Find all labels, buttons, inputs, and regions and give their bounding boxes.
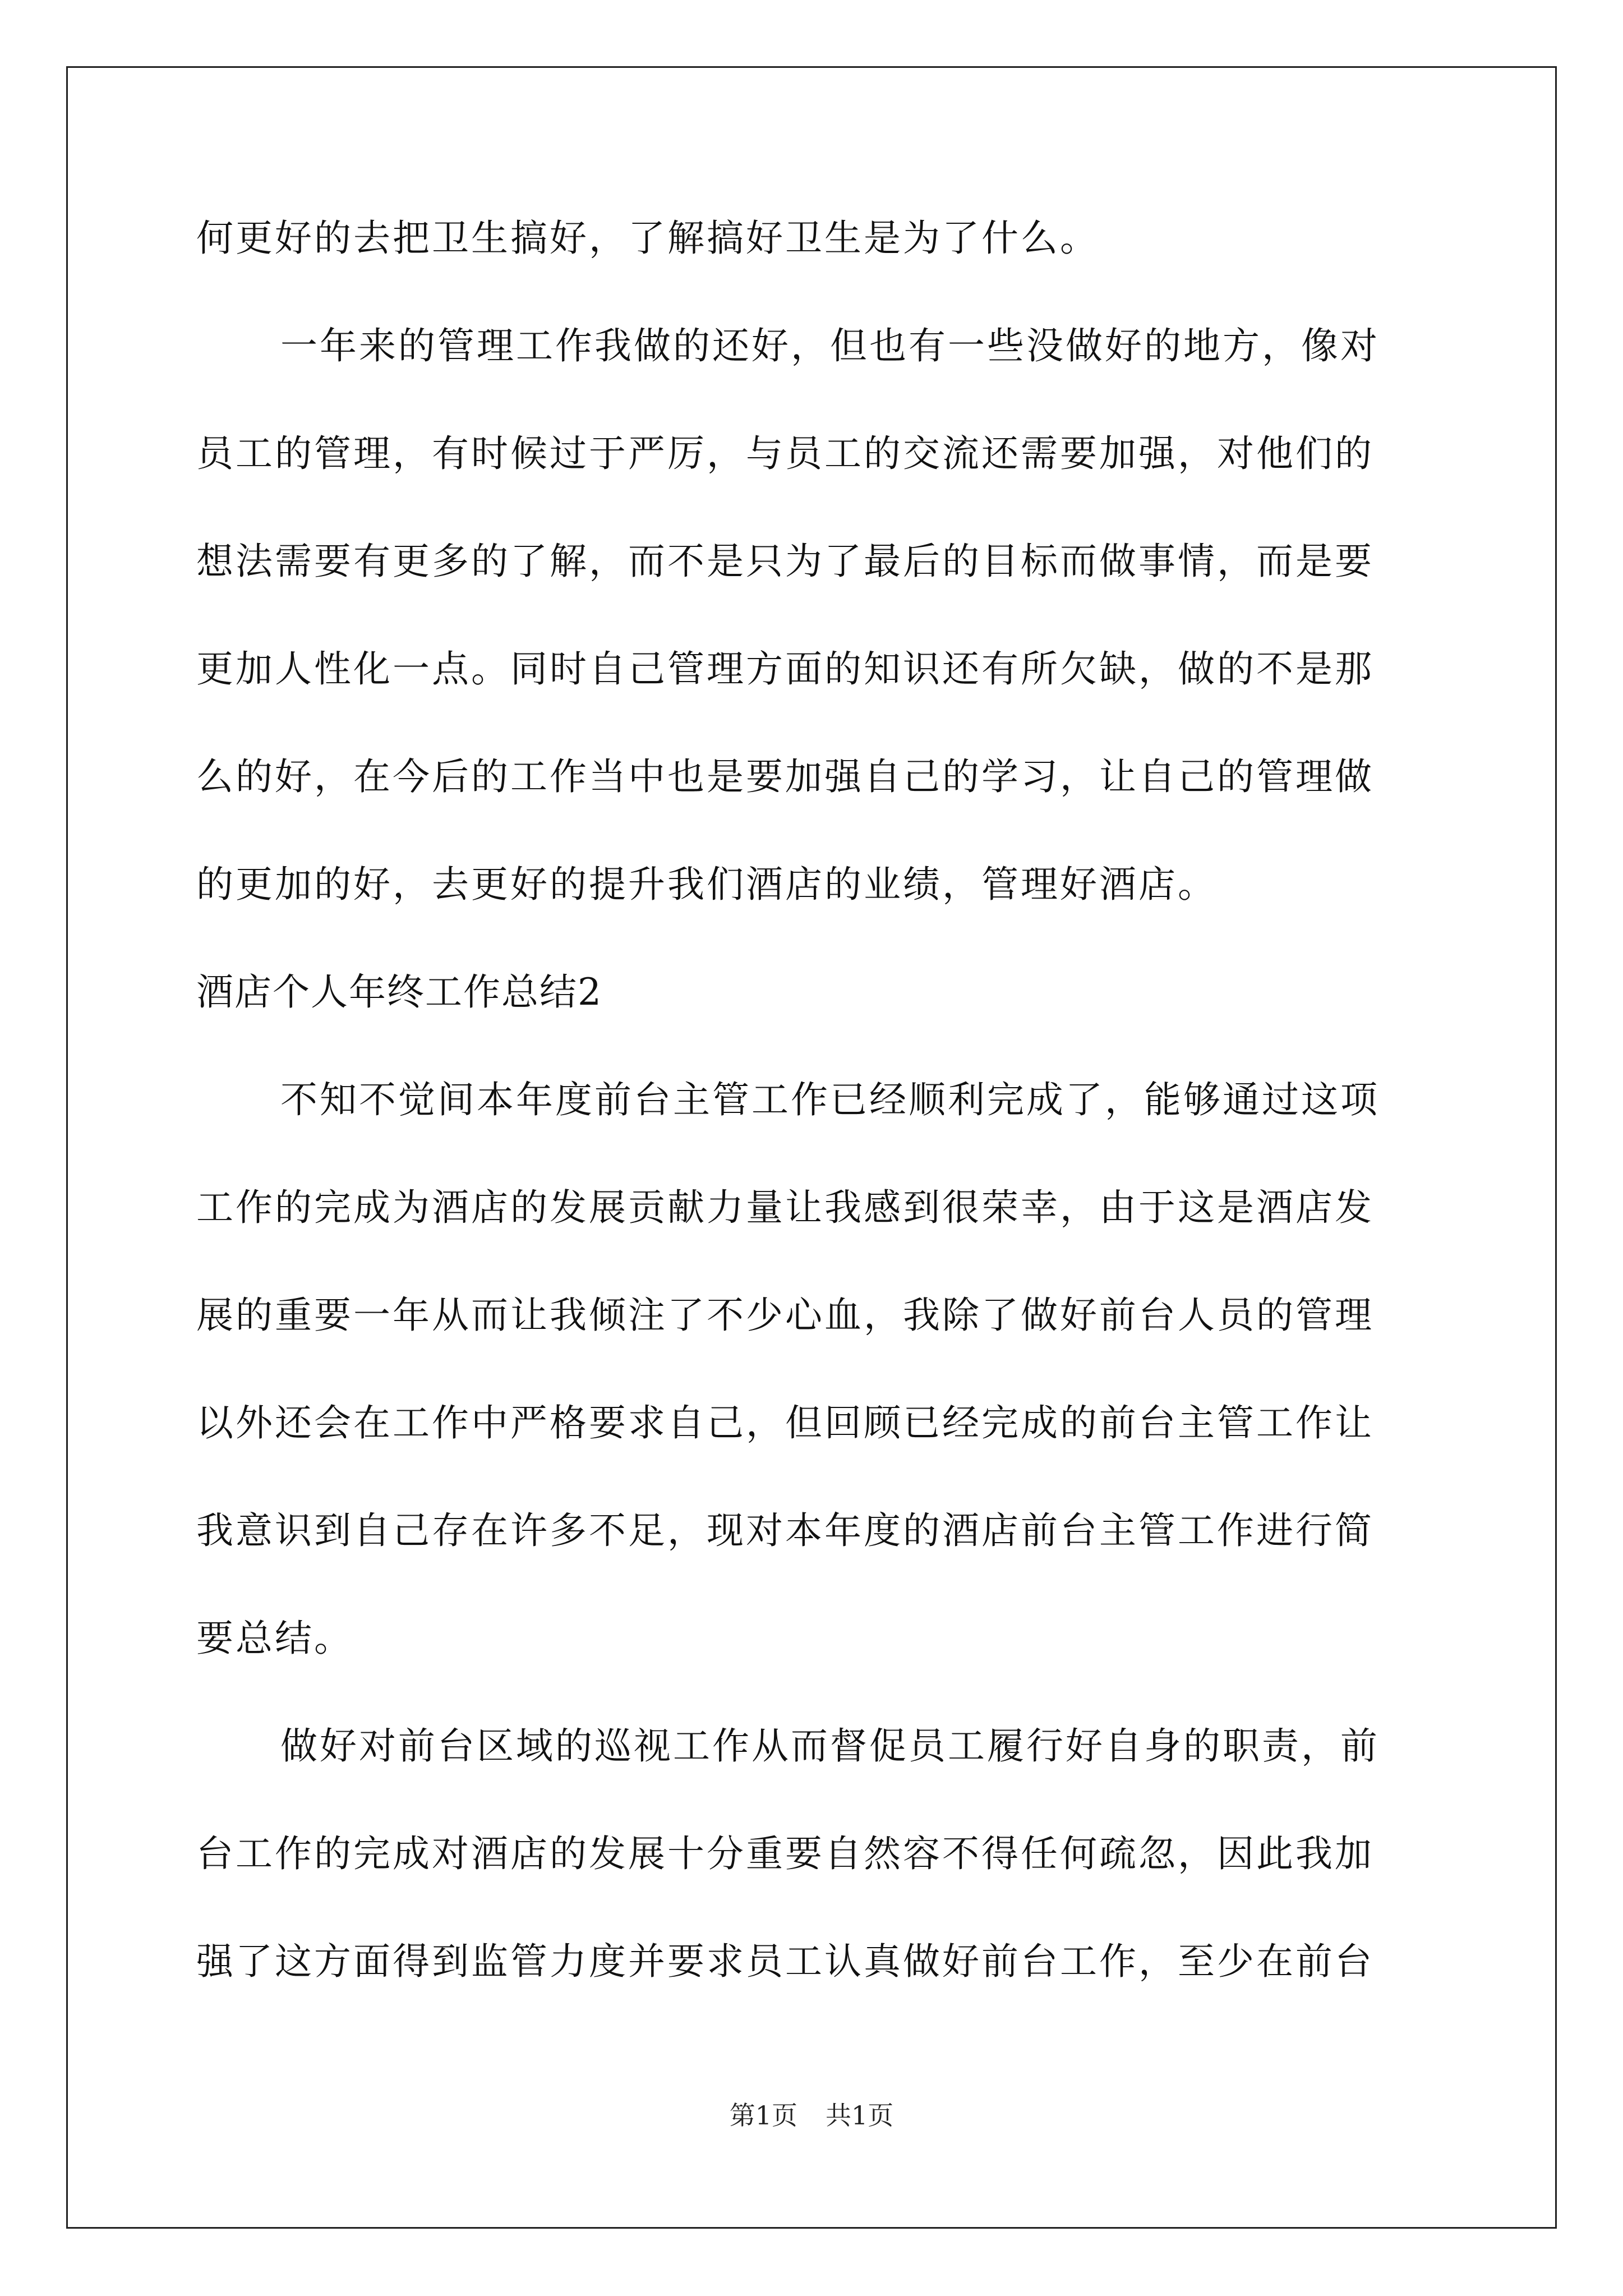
text-line: 更加人性化一点。同时自己管理方面的知识还有所欠缺，做的不是那 xyxy=(196,647,1374,691)
text-line: 要总结。 xyxy=(196,1617,353,1660)
text-line: 何更好的去把卫生搞好，了解搞好卫生是为了什么。 xyxy=(196,217,1099,260)
text-line: 的更加的好，去更好的提升我们酒店的业绩，管理好酒店。 xyxy=(196,863,1217,906)
paragraph-start-line: 一年来的管理工作我做的还好，但也有一些没做好的地方，像对 xyxy=(280,324,1380,367)
text-line: 么的好，在今后的工作当中也是要加强自己的学习，让自己的管理做 xyxy=(196,755,1374,798)
text-line: 想法需要有更多的了解，而不是只为了最后的目标而做事情，而是要 xyxy=(196,540,1374,583)
text-line: 台工作的完成对酒店的发展十分重要自然容不得任何疏忽，因此我加 xyxy=(196,1832,1374,1875)
document-body xyxy=(196,208,1430,2039)
paragraph-start-line: 做好对前台区域的巡视工作从而督促员工履行好自身的职责，前 xyxy=(280,1724,1380,1768)
page-footer xyxy=(0,2095,1623,2132)
text-line: 以外还会在工作中严格要求自己，但回顾已经完成的前台主管工作让 xyxy=(196,1401,1374,1444)
paragraph-start-line: 不知不觉间本年度前台主管工作已经顺利完成了，能够通过这项 xyxy=(280,1078,1380,1121)
text-line: 我意识到自己存在许多不足，现对本年度的酒店前台主管工作进行简 xyxy=(196,1509,1374,1552)
page-total: 共1页 xyxy=(826,2100,894,2131)
text-line: 展的重要一年从而让我倾注了不少心血，我除了做好前台人员的管理 xyxy=(196,1294,1374,1337)
text-line: 员工的管理，有时候过于严厉，与员工的交流还需要加强，对他们的 xyxy=(196,432,1374,475)
page-number: 第1页 xyxy=(729,2100,797,2131)
section-heading: 酒店个人年终工作总结2 xyxy=(196,970,602,1014)
text-line: 工作的完成为酒店的发展贡献力量让我感到很荣幸，由于这是酒店发 xyxy=(196,1186,1374,1229)
text-line: 强了这方面得到监管力度并要求员工认真做好前台工作，至少在前台 xyxy=(196,1940,1374,1983)
